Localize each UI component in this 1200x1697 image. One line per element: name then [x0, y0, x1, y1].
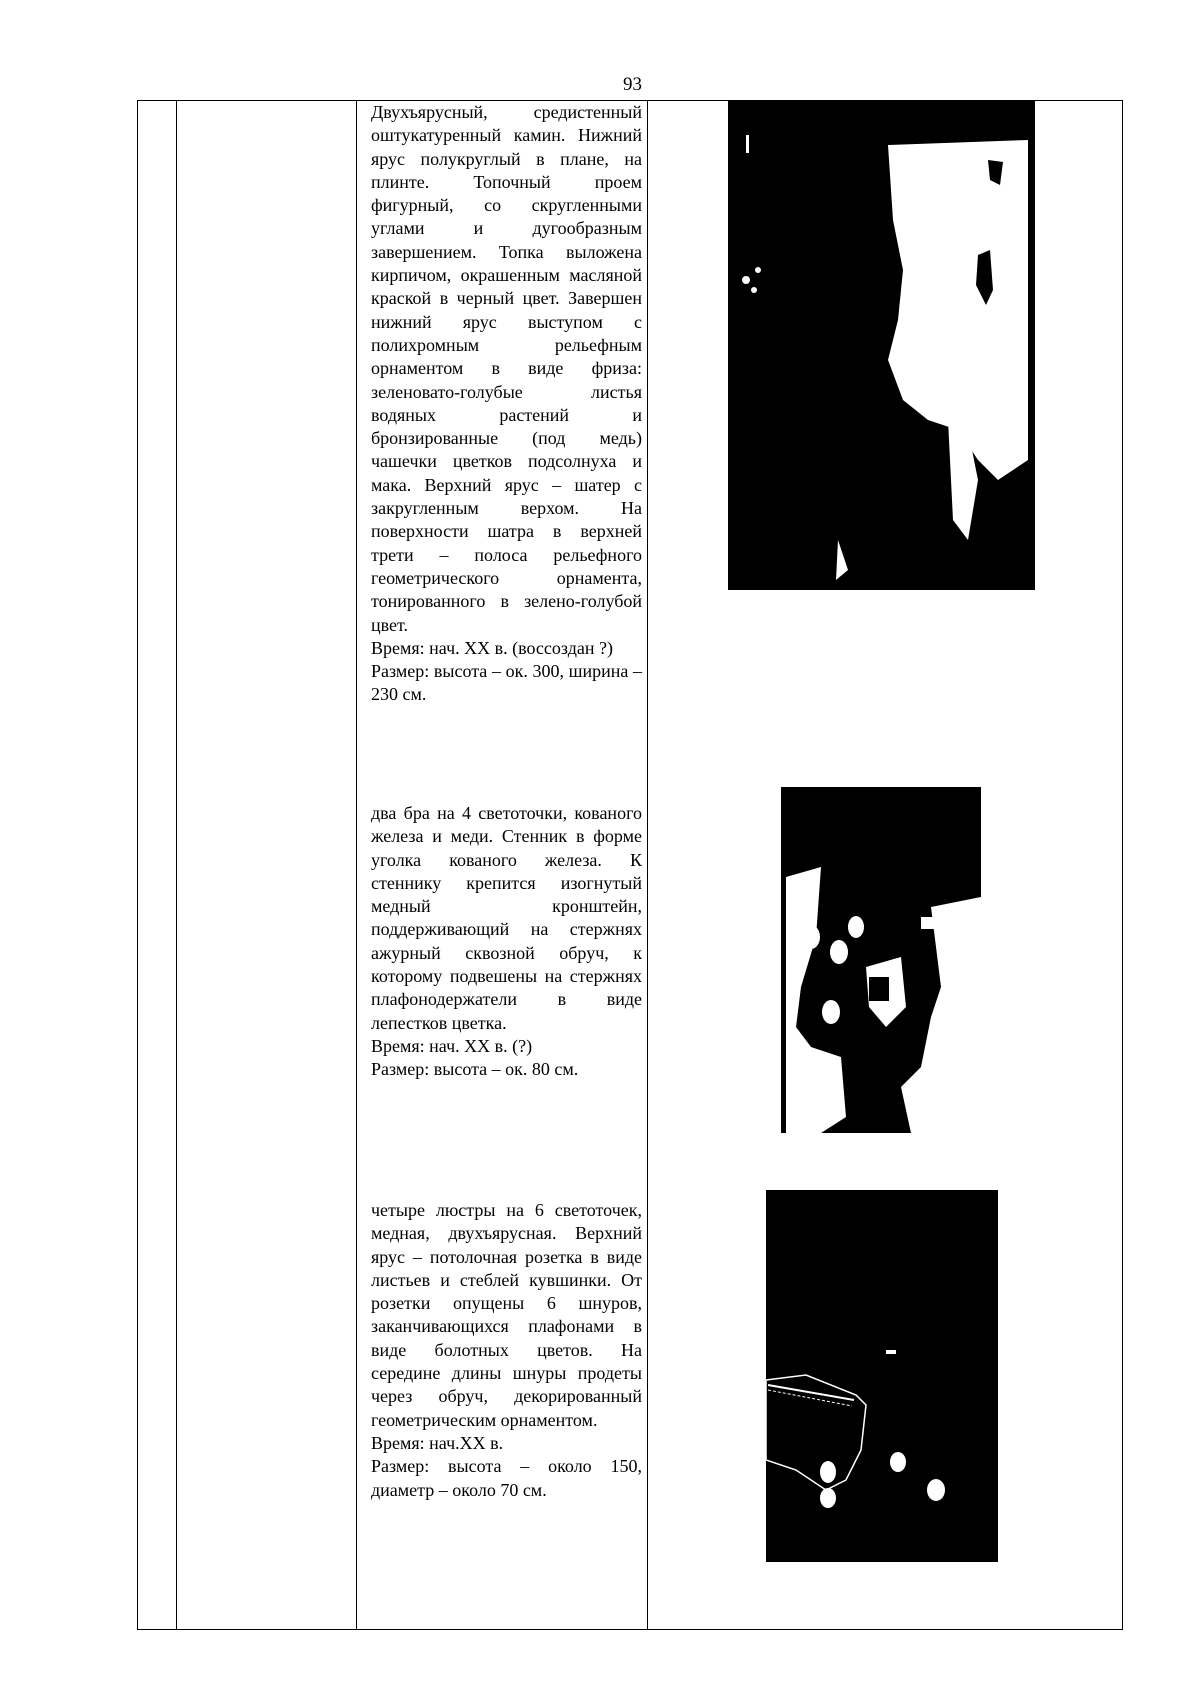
- sconce-description: [371, 802, 642, 1082]
- description-text: Двухъярусный, средистенный оштукатуренный камин. Нижний ярус полукруглый в плане, на плинте. Топочный проем фигурный, со скругленными углами и дугообразным завершением. Топка выложена кирпичом, окрашенным масляной краской в черный цвет. Завершен нижний ярус выступом с полихромным рельефным орнаментом в виде фриза: зеленовато-голубые листья водяных растений и бронзированные (под медь) чашечки цветков подсолнуха и мака. Верхний ярус – шатер с закругленным верхом. На поверхности шатра в верхней трети – полоса рельефного геометрического орнамента, тонированного в зелено-голубой цвет.: [371, 102, 642, 635]
- description-text: два бра на 4 светоточки, кованого железа и меди. Стенник в форме уголка кованого железа. К стеннику крепится изогнутый медный кронштейн, поддерживающий на стержнях ажурный сквозной обруч, к которому подвешены на стержнях плафонодержатели в виде лепестков цветка.: [371, 803, 642, 1033]
- description-text: четыре люстры на 6 светоточек, медная, двухъярусная. Верхний ярус – потолочная розетка в виде листьев и стеблей кувшинки. От розетки опущены 6 шнуров, заканчивающихся плафонами в виде болотных цветов. На середине длины шнуры продеты через обруч, декорированный геометрическим орнаментом.: [371, 1200, 642, 1430]
- time-text: Время: нач. ХХ в. (воссоздан ?): [371, 637, 613, 658]
- chandelier-photo: [766, 1190, 998, 1562]
- size-text: Размер: высота – ок. 300, ширина – 230 см.: [371, 661, 642, 705]
- page-number: 93: [623, 74, 642, 95]
- time-text: Время: нач.ХХ в.: [371, 1432, 504, 1453]
- fireplace-photo: [728, 100, 1035, 590]
- fireplace-description: [371, 101, 642, 707]
- column-divider: [176, 101, 177, 1629]
- column-divider: [356, 101, 357, 1629]
- sconce-photo: [781, 787, 981, 1133]
- size-text: Размер: высота – около 150, диаметр – около 70 см.: [371, 1456, 642, 1500]
- chandelier-description: [371, 1199, 642, 1502]
- time-text: Время: нач. ХХ в. (?): [371, 1035, 533, 1056]
- column-divider: [647, 101, 648, 1629]
- size-text: Размер: высота – ок. 80 см.: [371, 1059, 579, 1080]
